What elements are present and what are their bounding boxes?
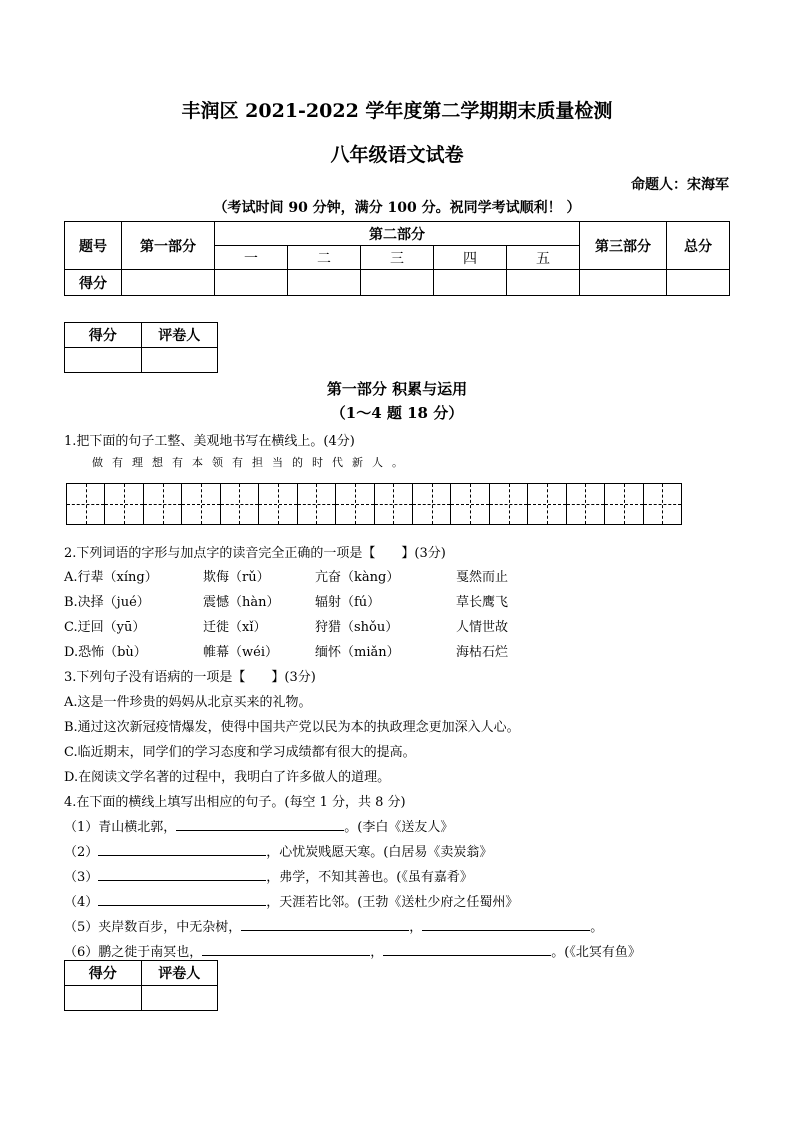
section-title: 第一部分 积累与运用 bbox=[326, 380, 468, 398]
grader-name-cell[interactable] bbox=[141, 986, 218, 1011]
q3-option-c: C.临近期末，同学们的学习态度和学习成绩都有很大的提高。 bbox=[64, 745, 416, 760]
q2-option-c-word4: 人情世故 bbox=[456, 620, 509, 635]
score-cell[interactable] bbox=[667, 270, 730, 296]
q4-item-2: （2） ，心忧炭贱愿天寒。(白居易《卖炭翁》 bbox=[64, 845, 493, 860]
q2-option-d-word3: 缅怀（miǎn） bbox=[315, 645, 400, 660]
grader-name-label: 评卷人 bbox=[141, 961, 218, 986]
q2-option-a-word4: 戛然而止 bbox=[456, 570, 509, 585]
score-row-label: 得分 bbox=[65, 270, 122, 296]
q2-option-c-word3: 狩猎（shǒu） bbox=[315, 620, 399, 635]
q3-prompt: 3.下列句子没有语病的一项是【 】(3分) bbox=[64, 670, 316, 685]
q2-option-d-word2: 帷幕（wéi） bbox=[203, 645, 278, 660]
q3-option-d: D.在阅读文学名著的过程中，我明白了许多做人的道理。 bbox=[64, 770, 391, 785]
grader-name-label: 评卷人 bbox=[141, 323, 218, 348]
exam-subtitle: 八年级语文试卷 bbox=[330, 144, 464, 166]
answer-blank[interactable] bbox=[98, 868, 266, 881]
grader-score-label: 得分 bbox=[65, 323, 142, 348]
total-header: 总分 bbox=[667, 222, 730, 270]
q4-item-5: （5）夹岸数百步，中无杂树， ， 。 bbox=[64, 920, 604, 935]
score-table bbox=[64, 221, 730, 296]
q2-option-a-word3: 亢奋（kàng） bbox=[315, 570, 400, 585]
score-cell[interactable] bbox=[434, 270, 507, 296]
score-cell[interactable] bbox=[122, 270, 215, 296]
exam-title: 丰润区 2021-2022 学年度第二学期期末质量检测 bbox=[181, 100, 613, 122]
part2-sub-3: 三 bbox=[361, 246, 434, 270]
score-cell[interactable] bbox=[288, 270, 361, 296]
answer-blank[interactable] bbox=[98, 893, 266, 906]
q1-prompt: 1.把下面的句子工整、美观地书写在横线上。(4分) bbox=[64, 434, 355, 449]
grader-box bbox=[64, 960, 218, 1011]
q2-option-c-word2: 迁徙（xǐ） bbox=[203, 620, 267, 635]
score-cell[interactable] bbox=[361, 270, 434, 296]
grader-score-label: 得分 bbox=[65, 961, 142, 986]
q4-item-1: （1）青山横北郭， 。(李白《送友人》 bbox=[64, 820, 454, 835]
q4-prompt: 4.在下面的横线上填写出相应的句子。(每空 1 分，共 8 分) bbox=[64, 795, 406, 810]
q2-option-a-word1: A.行辈（xíng） bbox=[64, 570, 158, 585]
answer-blank[interactable] bbox=[98, 843, 266, 856]
grader-box bbox=[64, 322, 218, 373]
answer-blank[interactable] bbox=[383, 943, 551, 956]
grader-score-cell[interactable] bbox=[65, 348, 142, 373]
q1-sample-sentence: 做有理想有本领有担当的时代新人。 bbox=[92, 456, 412, 469]
exam-note: （考试时间 90 分钟，满分 100 分。祝同学考试顺利！ ） bbox=[213, 200, 581, 216]
part2-sub-4: 四 bbox=[434, 246, 507, 270]
section-range: （1～4 题 18 分） bbox=[330, 404, 464, 422]
q2-options bbox=[64, 566, 744, 666]
answer-blank[interactable] bbox=[241, 918, 409, 931]
q2-option-b-word3: 辐射（fú） bbox=[315, 595, 381, 610]
score-cell[interactable] bbox=[580, 270, 667, 296]
q3-option-a: A.这是一件珍贵的妈妈从北京买来的礼物。 bbox=[64, 695, 312, 710]
q2-option-b-word2: 震憾（hàn） bbox=[203, 595, 280, 610]
answer-blank[interactable] bbox=[176, 818, 344, 831]
q2-option-b-word4: 草长鹰飞 bbox=[456, 595, 509, 610]
author: 命题人：宋海军 bbox=[631, 177, 729, 193]
q2-option-c-word1: C.迂回（yū） bbox=[64, 620, 146, 635]
answer-blank[interactable] bbox=[422, 918, 590, 931]
q3-option-b: B.通过这次新冠疫情爆发，使得中国共产党以民为本的执政理念更加深入人心。 bbox=[64, 720, 520, 735]
part1-header: 第一部分 bbox=[122, 222, 215, 270]
score-cell[interactable] bbox=[215, 270, 288, 296]
q2-prompt: 2.下列词语的字形与加点字的读音完全正确的一项是【 】(3分) bbox=[64, 546, 446, 561]
part3-header: 第三部分 bbox=[580, 222, 667, 270]
question-number-header: 题号 bbox=[65, 222, 122, 270]
q4-item-6: （6）鹏之徙于南冥也， ， 。(《北冥有鱼》 bbox=[64, 945, 641, 960]
grader-score-cell[interactable] bbox=[65, 986, 142, 1011]
q2-option-d-word4: 海枯石烂 bbox=[456, 645, 509, 660]
q2-option-d-word1: D.恐怖（bù） bbox=[64, 645, 147, 660]
grader-name-cell[interactable] bbox=[141, 348, 218, 373]
q2-option-a-word2: 欺侮（rǔ） bbox=[203, 570, 270, 585]
part2-sub-5: 五 bbox=[507, 246, 580, 270]
q4-item-3: （3） ，弗学，不知其善也。(《虽有嘉肴》 bbox=[64, 870, 473, 885]
score-cell[interactable] bbox=[507, 270, 580, 296]
writing-grid[interactable] bbox=[66, 483, 682, 525]
answer-blank[interactable] bbox=[202, 943, 370, 956]
q4-item-4: （4） ，天涯若比邻。(王勃《送杜少府之任蜀州》 bbox=[64, 895, 519, 910]
q2-option-b-word1: B.决择（jué） bbox=[64, 595, 150, 610]
part2-sub-1: 一 bbox=[215, 246, 288, 270]
part2-header: 第二部分 bbox=[215, 222, 580, 246]
part2-sub-2: 二 bbox=[288, 246, 361, 270]
